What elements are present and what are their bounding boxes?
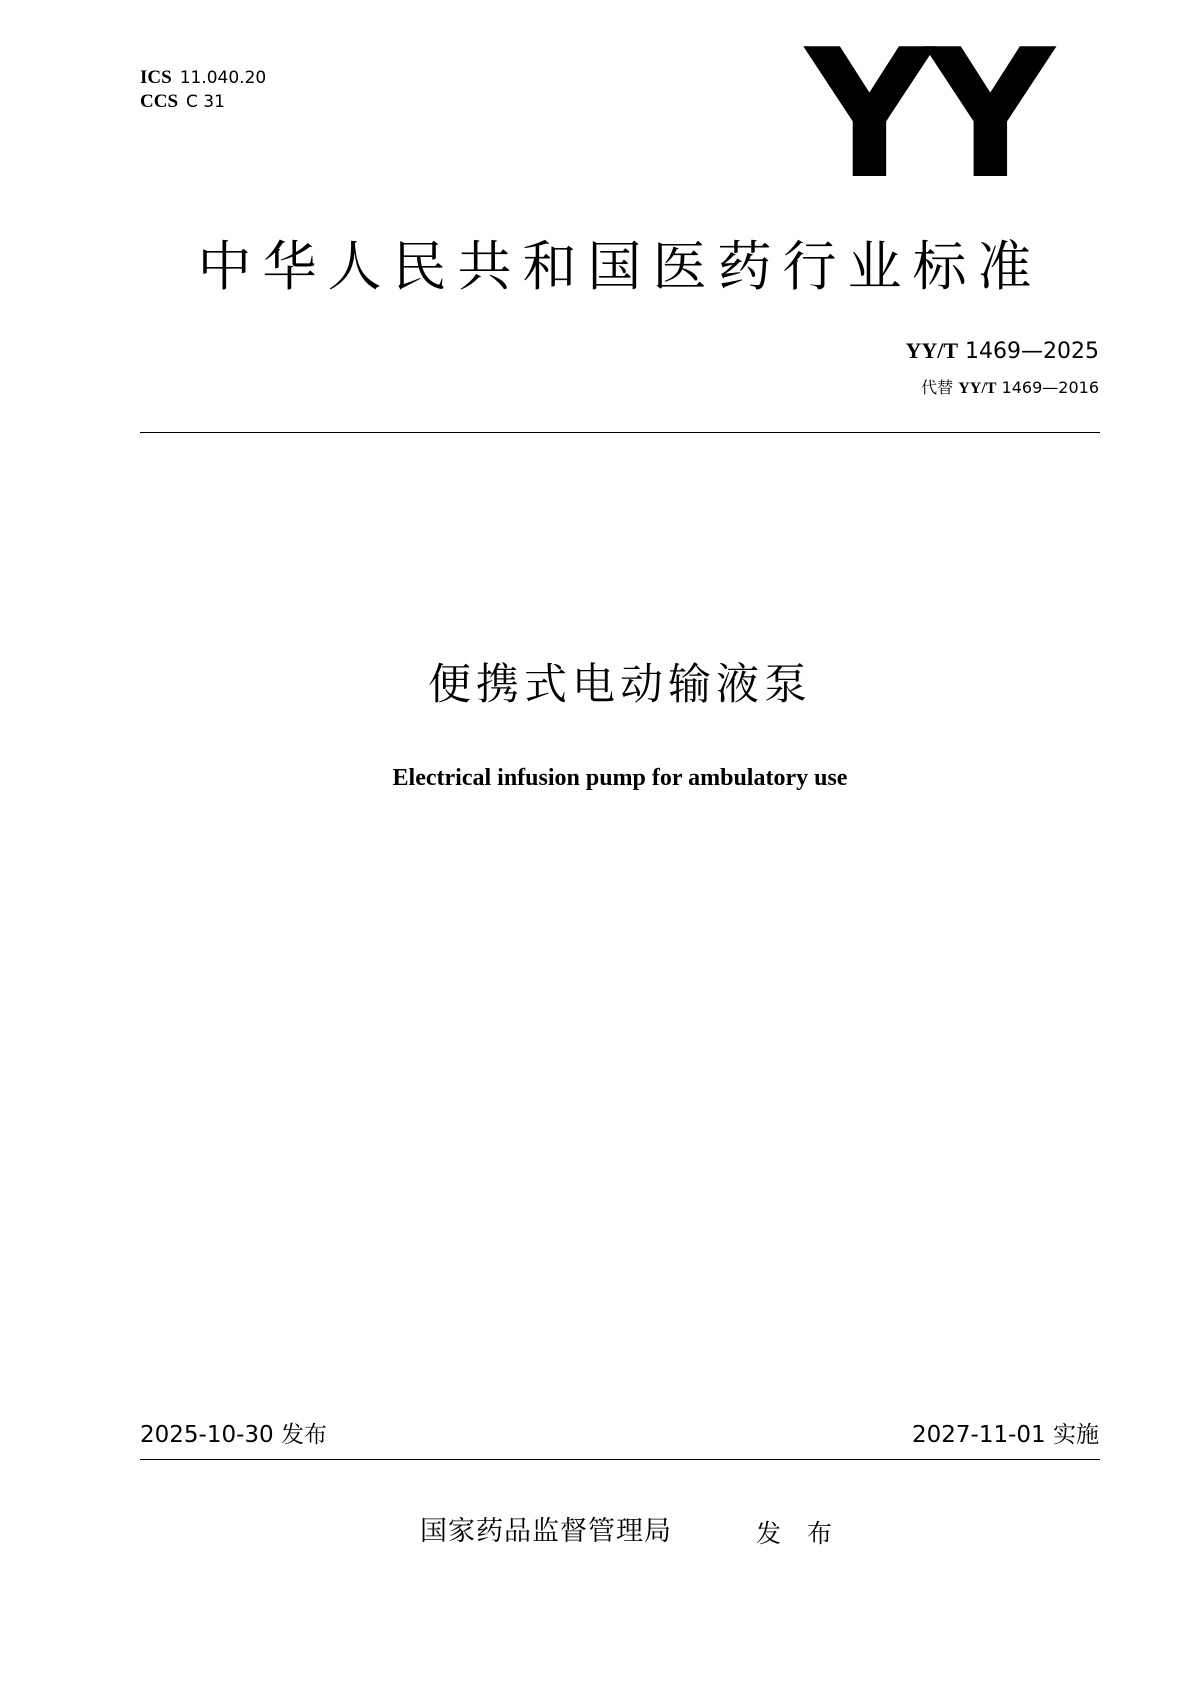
document-title-en: Electrical infusion pump for ambulatory use: [392, 765, 848, 791]
implementation-date: 2027-11-01 实施: [912, 1422, 1099, 1448]
ics-value: 11.040.20: [179, 68, 267, 88]
main-title: 中华人民共和国医药行业标准: [197, 235, 1043, 298]
publish-label: 发 布: [756, 1519, 841, 1548]
replaces-value: 1469—2016: [1001, 378, 1099, 397]
standard-number-value: 1469—2025: [965, 339, 1099, 364]
top-divider: [140, 432, 1100, 433]
publisher-name: 国家药品监督管理局: [420, 1516, 672, 1547]
standard-number: [905, 337, 1099, 366]
issue-date: 2025-10-30 发布: [140, 1422, 327, 1448]
ccs-label: CCS: [140, 91, 179, 112]
replaces-prefix: YY/T: [958, 380, 997, 397]
document-title-cn: 便携式电动输液泵: [428, 660, 812, 710]
replaces-standard: [921, 378, 1099, 399]
standard-number-prefix: YY/T: [905, 338, 959, 363]
yy-logo: YY: [805, 11, 1047, 218]
ccs-code: [140, 90, 266, 114]
replaces-label: 代替: [921, 378, 954, 397]
ics-label: ICS: [140, 67, 172, 88]
bottom-divider: [140, 1459, 1100, 1460]
ics-code: [140, 66, 266, 90]
ccs-value: C 31: [186, 92, 225, 112]
classification-codes: [140, 66, 266, 114]
